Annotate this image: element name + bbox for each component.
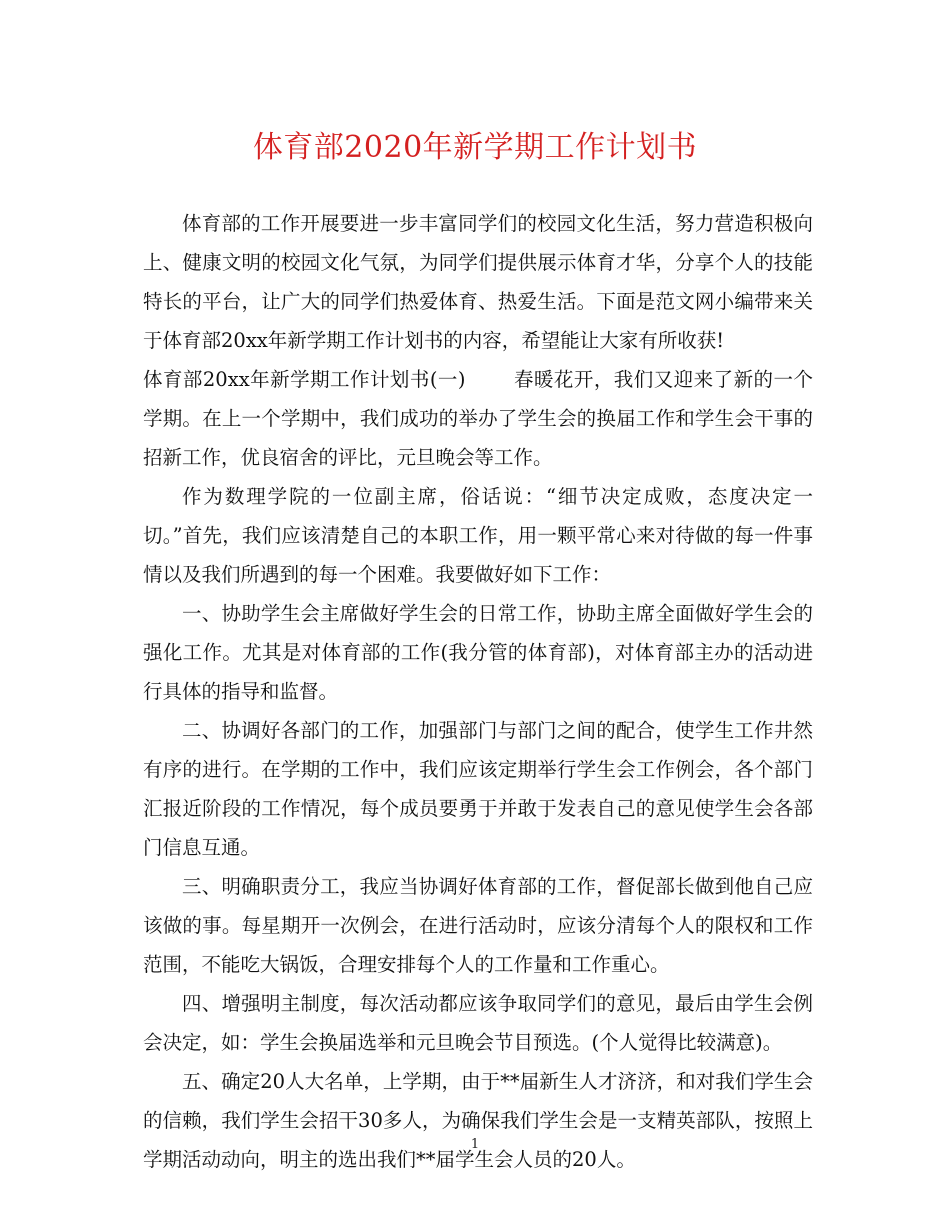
document-body — [143, 204, 813, 1179]
body-paragraph-6: 五、确定20人大名单，上学期，由于**届新生人才济济，和对我们学生会的信赖，我们学生会招干30多人，为确保我们学生会是一支精英部队，按照上学期活动动向，明主的选出我们**届学生会人员的20人。 — [143, 1070, 813, 1171]
page-number: 1 — [470, 1137, 480, 1152]
body-paragraph-5: 四、增强明主制度，每次活动都应该争取同学们的意见，最后由学生会例会决定，如：学生会换届选举和元旦晚会节目预选。(个人觉得比较满意)。 — [143, 992, 813, 1054]
body-paragraph-1: 作为数理学院的一位副主席，俗话说：“细节决定成败，态度决定一切。”首先，我们应该清楚自己的本职工作，用一颗平常心来对待做的每一件事情以及我们所遇到的每一个困难。我要做好如下工作： — [143, 485, 813, 586]
body-paragraph-3: 二、协调好各部门的工作，加强部门与部门之间的配合，使学生工作井然有序的进行。在学期的工作中，我们应该定期举行学生会工作例会，各个部门汇报近阶段的工作情况，每个成员要勇于并敢于发表自己的意见使学生会各部门信息互通。 — [143, 719, 813, 859]
section-first-text: 春暖花开，我们又迎来了新的一个学期。在上一个学期中，我们成功的举办了学生会的换届工作和学生会干事的招新工作，优良宿舍的评比，元旦晚会等工作。 — [143, 368, 813, 469]
body-paragraph-4: 三、明确职责分工，我应当协调好体育部的工作，督促部长做到他自己应该做的事。每星期开一次例会，在进行活动时，应该分清每个人的限权和工作范围，不能吃大锅饭，合理安排每个人的工作量和工作重心。 — [143, 875, 813, 976]
body-paragraph-2: 一、协助学生会主席做好学生会的日常工作，协助主席全面做好学生会的强化工作。尤其是对体育部的工作(我分管的体育部)，对体育部主办的活动进行具体的指导和监督。 — [143, 602, 813, 703]
section-heading: 体育部20xx年新学期工作计划书(一) — [143, 368, 466, 391]
document-title: 体育部2020年新学期工作计划书 — [252, 130, 698, 165]
section-paragraph — [143, 360, 813, 477]
intro-paragraph: 体育部的工作开展要进一步丰富同学们的校园文化生活，努力营造积极向上、健康文明的校园文化气氛，为同学们提供展示体育才华，分享个人的技能特长的平台，让广大的同学们热爱体育、热爱生活。下面是范文网小编带来关于体育部20xx年新学期工作计划书的内容，希望能让大家有所收获! — [143, 212, 813, 352]
